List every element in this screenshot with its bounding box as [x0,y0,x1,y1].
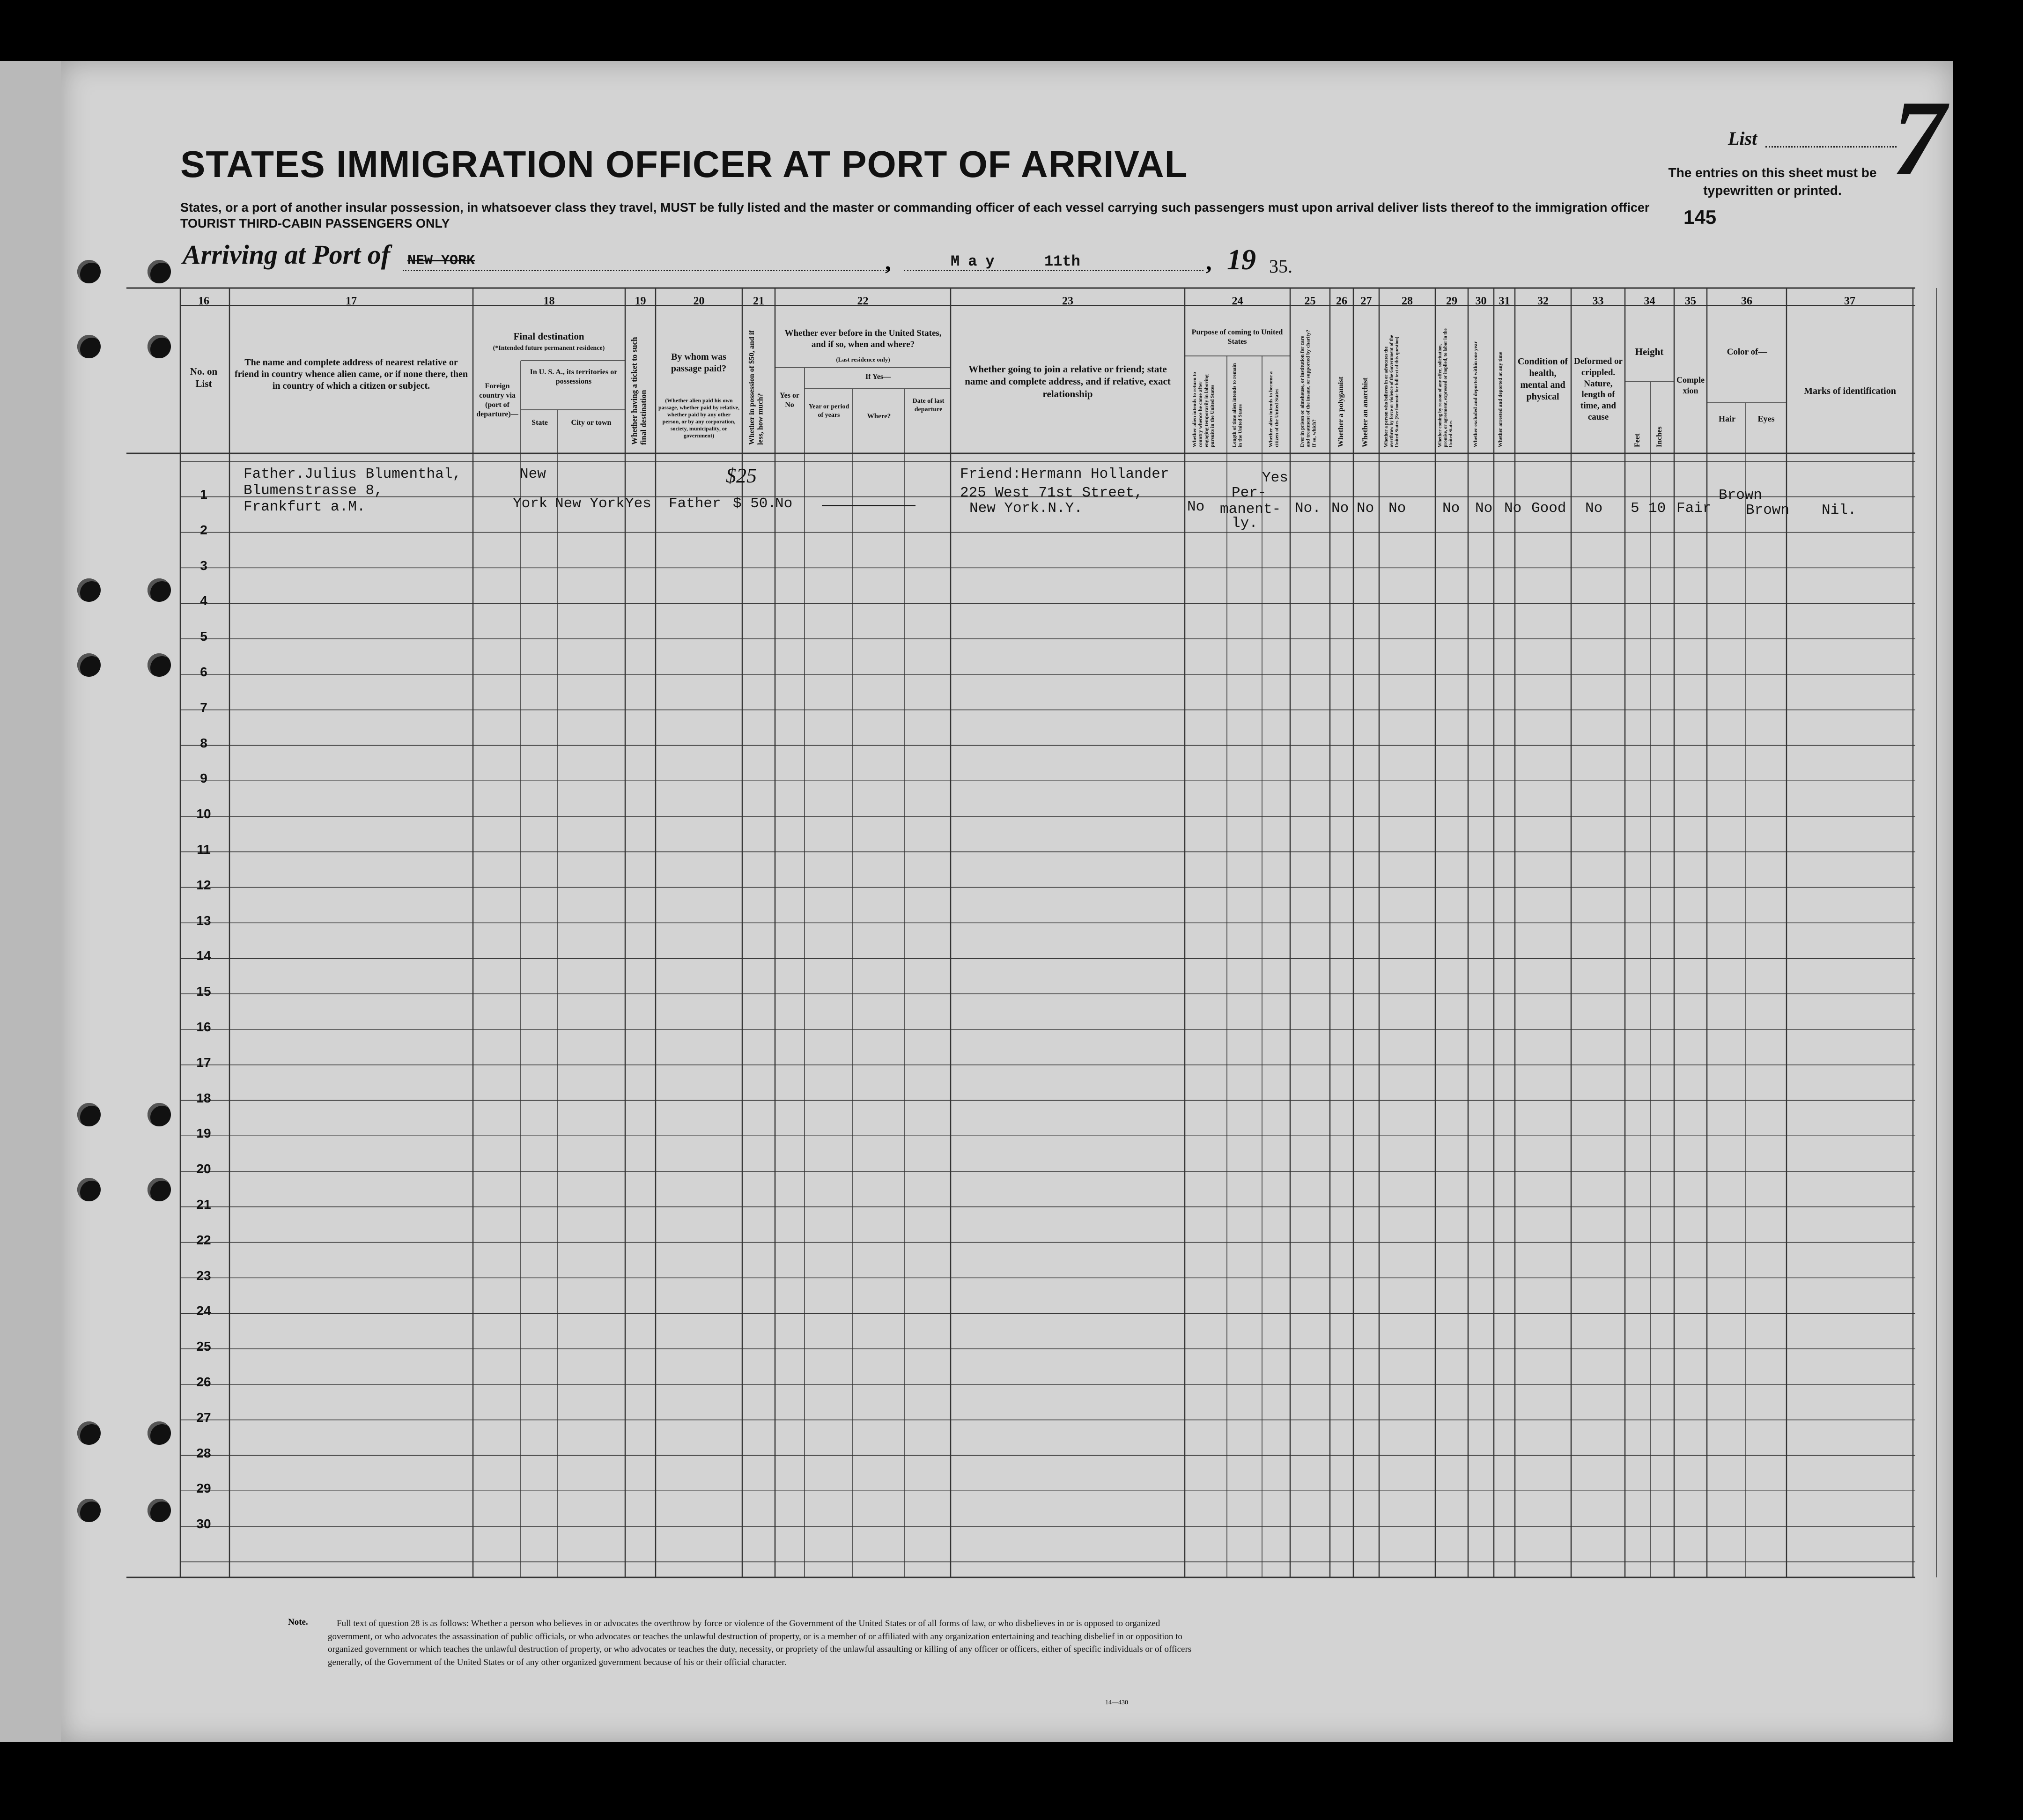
hair-color-value: Brown [1719,487,1763,503]
column-number: 16 [198,295,209,307]
height-feet-value: 5 [1631,500,1639,517]
column-number: 33 [1592,295,1604,307]
row-number: 15 [196,984,211,999]
header-overthrow: Whether a person who believes in or advocates the overthrow by force or violence of the Government of the United States (See footnote for full text of this question) [1384,335,1400,447]
header-hair: Hair [1719,414,1735,423]
row-number: 20 [196,1162,211,1176]
arrival-month: May [951,253,1003,270]
entry-instructions: The entries on this sheet must be typewritten or printed. [1668,165,1877,198]
column-number: 22 [857,295,869,307]
header-inches: Inches [1655,426,1663,447]
row-number: 2 [200,522,207,537]
row-number: 5 [200,629,207,644]
header-marks-identification: Marks of identification [1804,386,1896,396]
arrival-day: 11th [1044,253,1080,270]
prison-value: No. [1295,500,1321,517]
row-number: 17 [196,1055,211,1070]
row-number: 7 [200,700,207,715]
header-state: State [532,419,548,427]
header-offer-to-labor: Whether coming by reason of any offer, solicitation, promise, or agreement, expressed or implied, to labor in the United States [1438,328,1454,447]
friend-name: Friend:Hermann Hollander [960,466,1169,482]
complexion-value: Fair [1676,500,1712,517]
marks-value: Nil. [1822,502,1857,518]
header-final-destination: Final destination [513,331,584,342]
header-ever-before-us: Whether ever before in the United States, and if so, when and where? [784,328,942,349]
row-number: 28 [196,1445,211,1460]
column-number: 35 [1685,295,1696,307]
subtitle-class: TOURIST THIRD-CABIN PASSENGERS ONLY [180,216,450,230]
header-complexion: Complexion [1676,375,1705,395]
deformed-value: No [1585,500,1603,517]
row-number: 18 [196,1090,211,1105]
column-number: 23 [1062,295,1073,307]
row-number: 16 [196,1020,211,1034]
header-passage-paid: By whom was passage paid? [671,352,727,374]
ticket-value: Yes [625,496,651,512]
header-join-relative: Whether going to join a relative or friend; state name and complete address, and if relative, exact relationship [965,363,1171,400]
polygamist-value: No [1331,500,1349,517]
header-ticket: Whether having a ticket to such final destination [630,337,648,445]
relative-street: Blumenstrasse 8, [244,482,383,499]
height-inches-value: 10 [1648,500,1666,517]
row-number: 29 [196,1481,211,1496]
sheet-number: 145 [1683,206,1717,228]
row-number: 21 [196,1197,211,1212]
excluded-value: No [1475,500,1493,517]
row-number: 23 [196,1268,211,1283]
form-code: 14—430 [1105,1699,1128,1706]
row-number: 8 [200,735,207,750]
money-handwritten: $25 [726,464,757,487]
header-possession-50: Whether in possession of $50, and if less, how much? [748,330,765,445]
column-number: 19 [635,295,646,307]
header-no-on-list: No. on List [190,366,218,390]
row-number: 14 [196,948,211,963]
destination-city: New York [555,496,625,512]
destination-state-line1: New [520,466,546,482]
header-city: City or town [571,419,612,427]
money-value: $ 50. [733,496,777,512]
intends-return-value: No [1187,499,1205,515]
header-foreign-country: Foreign country via (port of departure)— [476,382,518,418]
health-value: Good [1531,500,1566,517]
column-number: 27 [1360,295,1372,307]
header-purpose: Purpose of coming to United States [1191,328,1283,346]
column-number: 28 [1402,295,1413,307]
footnote-text: —Full text of question 28 is as follows: Whether a person who believes in or advocates the overthrow by force or violence of the Government of the United States or of all forms of law, or who disbelieves in or is opposed to organized government, or who advocates the assassination of public officials, or who advocates or teaches the unlawful destruction of property, or is a member of or affiliated with any organization entertaining and teaching disbelief in or opposition to organized government or which teaches the unlawful destruction of property, or who advocates or teaches the duty, necessity, or propriety of the unlawful assaulting or killing of any officer or officers, either of specific individuals or of officers generally, of the Government of the United States or of any other organized government because of his or their official character. [328,1619,1192,1667]
header-length-of-stay: Length of time alien intends to remain in the United States [1232,363,1243,447]
header-passage-paid-note: (Whether alien paid his own passage, whether paid by relative, whether paid by any other person, or by any corporation, society, municipality, or government) [658,397,739,439]
relative-city: Frankfurt a.M. [244,499,366,515]
header-deformed: Deformed or crippled. Nature, length of time, and cause [1574,356,1623,422]
deported-value: No [1504,500,1522,517]
friend-city: New York.N.Y. [969,500,1083,517]
column-number: 37 [1844,295,1855,307]
header-intends-return: Whether alien intends to return to country whence he came after engaging temporarily in laboring pursuits in the United States [1192,372,1215,447]
header-intends-citizen: Whether alien intends to become a citizen of the United States [1268,371,1280,447]
column-number: 18 [543,295,555,307]
header-anarchist: Whether an anarchist [1361,377,1369,447]
header-height: Height [1635,346,1664,357]
length-stay-line1: Per- [1232,485,1267,501]
column-number: 34 [1644,295,1655,307]
year-suffix: 35. [1269,256,1292,277]
column-number: 30 [1475,295,1487,307]
column-number: 31 [1499,295,1510,307]
header-health: Condition of health, mental and physical [1517,356,1568,402]
page-title: STATES IMMIGRATION OFFICER AT PORT OF ARRIVAL [180,143,1188,185]
header-in-usa: In U. S. A., its territories or possessions [530,368,618,385]
row-number: 27 [196,1410,211,1425]
column-number: 20 [693,295,705,307]
comma-separator: , [885,249,891,275]
row-number: 6 [200,665,207,679]
header-where: Where? [867,413,891,420]
list-label: List [1728,128,1757,149]
header-feet: Feet [1633,433,1641,447]
footnote-label: Note. [288,1617,308,1627]
row-number: 30 [196,1517,211,1531]
row-number: 12 [196,877,211,892]
before-us-value: No [775,496,793,512]
row-number: 10 [196,806,211,821]
column-number: 21 [753,295,764,307]
comma-separator: , [1206,249,1212,275]
header-prison: Ever in prison or almshouse, or institution for care and treatment of the insane, or supported by charity? If so, which? [1299,329,1317,447]
eye-color-value: Brown [1746,502,1790,518]
header-polygamist: Whether a polygamist [1337,377,1345,447]
row-number: 19 [196,1126,211,1141]
year-prefix: 19 [1227,244,1256,276]
length-stay-line3: ly. [1232,515,1258,532]
overthrow-value: No [1388,500,1406,517]
subtitle-instructions: States, or a port of another insular possession, in whatsoever class they travel, MUST be fully listed and the master or commanding officer of each vessel carrying such passengers must upon arrival deliver lists thereof to the immigration officer [180,200,1650,215]
header-arrested-deported: Whether arrested and deported at any time [1498,352,1503,447]
intends-citizen-value: Yes [1262,470,1288,486]
row-number: 1 [200,487,207,502]
passage-paid-by: Father [669,496,721,512]
header-excluded-deported: Whether excluded and deported within one year [1473,341,1478,447]
header-date-last-departure: Date of last departure [912,398,945,413]
relative-name: Father.Julius Blumenthal, [244,466,462,482]
row-number: 4 [200,593,207,608]
row-number: 13 [196,913,211,928]
header-final-destination-note: (*Intended future permanent residence) [493,345,605,352]
list-number: 7 [1892,78,1946,198]
length-stay-line2: manent- [1220,501,1281,518]
destination-state-line2: York [513,496,548,512]
header-nearest-relative: The name and complete address of nearest relative or friend in country whence alien came, or if none there, then in country of which a citizen or subject. [234,357,468,391]
row-number: 11 [197,842,211,857]
row-number: 22 [196,1232,211,1247]
column-number: 29 [1446,295,1457,307]
header-last-residence: (Last residence only) [836,356,890,363]
header-if-yes: If Yes— [865,373,891,381]
header-eyes: Eyes [1757,414,1775,423]
header-color-of: Color of— [1727,347,1767,357]
column-number: 26 [1336,295,1347,307]
row-number: 25 [196,1339,211,1354]
column-number: 25 [1304,295,1316,307]
header-year-period: Year or period of years [808,403,849,419]
row-number: 26 [196,1375,211,1389]
row-number: 3 [200,558,207,573]
row-number: 24 [196,1303,211,1318]
friend-street: 225 West 71st Street, [960,485,1143,501]
header-yes-or-no: Yes or No [779,392,800,409]
column-number: 36 [1741,295,1752,307]
column-number: 32 [1537,295,1549,307]
dash-mark [822,505,916,506]
labor-offer-value: No [1442,500,1460,517]
column-number: 17 [346,295,357,307]
column-number: 24 [1232,295,1243,307]
arriving-label: Arriving at Port of [183,239,391,270]
anarchist-value: No [1357,500,1374,517]
port-value: NEW YORK [407,253,475,269]
row-number: 9 [200,771,207,786]
